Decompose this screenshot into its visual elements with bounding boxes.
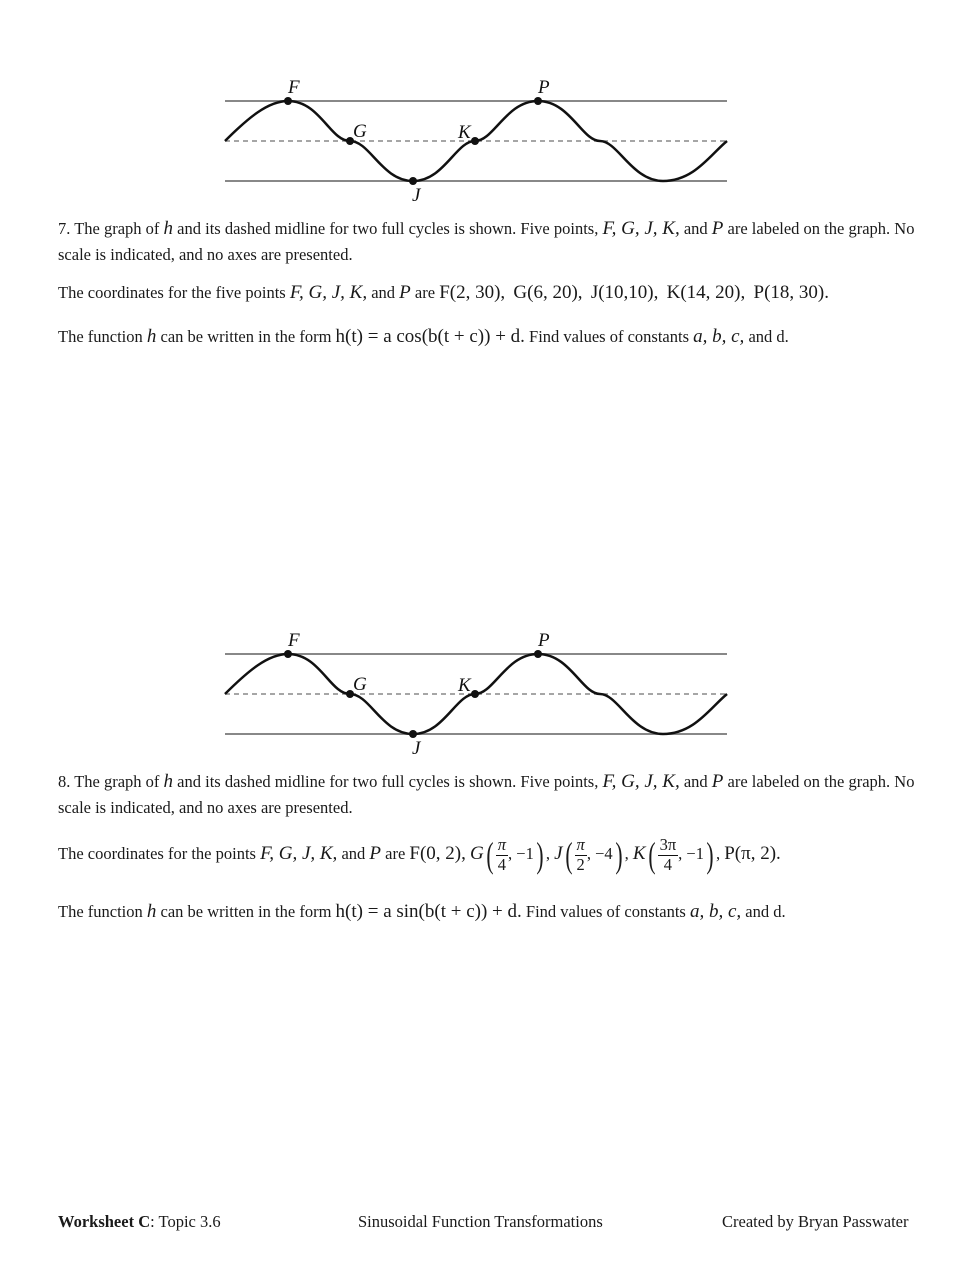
sinusoid-graph-8 xyxy=(220,623,732,759)
label-P: P xyxy=(538,77,550,98)
coord-F: F(0, 2), xyxy=(409,842,466,864)
label-G: G xyxy=(353,674,367,695)
label-J: J xyxy=(412,738,421,759)
problem-7-function: The function h can be written in the form h(t) = a cos(b(t + c)) + d. Find values of constants a, b, c, and d. xyxy=(58,326,789,347)
problem-7-coordinates: The coordinates for the five points F, G, J, K, and P are F(2, 30), G(6, 20), J(10,10), K(14, 20), P(18, 30). xyxy=(58,282,829,303)
point-J xyxy=(409,730,417,738)
point-P xyxy=(534,97,542,105)
coord-G: G(6, 20), xyxy=(513,282,583,303)
coord-P: P(18, 30). xyxy=(753,282,829,303)
label-G: G xyxy=(353,121,367,142)
function-form: h(t) = a cos(b(t + c)) + d. xyxy=(335,326,525,347)
coord-J-fraction: $\frac{\pi}{2}$ xyxy=(576,835,585,874)
function-form: h(t) = a sin(b(t + c)) + d. xyxy=(335,901,522,922)
coord-G-fraction: $\frac{\pi}{4}$ xyxy=(497,835,507,874)
footer-center: Sinusoidal Function Transformations xyxy=(358,1212,603,1231)
problem-8-function: The function h can be written in the form h(t) = a sin(b(t + c)) + d. Find values of constants a, b, c, and d. xyxy=(58,901,786,922)
sinusoid-graph-7 xyxy=(220,70,732,206)
label-F: F xyxy=(288,77,300,98)
point-P xyxy=(534,650,542,658)
point-J xyxy=(409,177,417,185)
point-F xyxy=(284,650,292,658)
label-F: F xyxy=(288,630,300,651)
footer-left: Worksheet C: Topic 3.6 xyxy=(58,1212,221,1231)
problem-8-coordinates: The coordinates for the points F, G, J, K, and P are F(0, 2), G( $\frac{\pi}{4}$ , −1) , J( $\frac{\pi}{2}$ , −4) , K( $\frac{3\pi}{4}$ , −1) , P(π, 2). xyxy=(58,835,781,875)
problem-8-intro: 8. The graph of h and its dashed midline for two full cycles is shown. Five points, F, G, J, K, and P are labeled on the graph. No scale is indicated, and no axes are presented. xyxy=(58,771,915,817)
label-K: K xyxy=(458,122,471,143)
coord-K: K(14, 20), xyxy=(666,282,746,303)
coord-J: J(10,10), xyxy=(590,282,659,303)
coord-J-name: J xyxy=(554,842,563,864)
coord-F: F(2, 30), xyxy=(439,282,506,303)
label-J: J xyxy=(412,185,421,206)
point-F xyxy=(284,97,292,105)
coord-G-name: G xyxy=(470,842,484,864)
graph-problem-8 xyxy=(220,623,732,759)
footer-right: Created by Bryan Passwater xyxy=(722,1212,909,1231)
coord-P: P(π, 2). xyxy=(724,842,781,864)
graph-problem-7 xyxy=(220,70,732,206)
point-K xyxy=(471,690,479,698)
coord-K-name: K xyxy=(632,842,646,864)
label-K: K xyxy=(458,675,471,696)
coord-K-fraction: $\frac{3\pi}{4}$ xyxy=(659,835,677,874)
problem-7-intro: 7. The graph of h and its dashed midline for two full cycles is shown. Five points, F, G, J, K, and P are labeled on the graph. No scale is indicated, and no axes are presented. xyxy=(58,218,915,264)
point-K xyxy=(471,137,479,145)
label-P: P xyxy=(538,630,550,651)
